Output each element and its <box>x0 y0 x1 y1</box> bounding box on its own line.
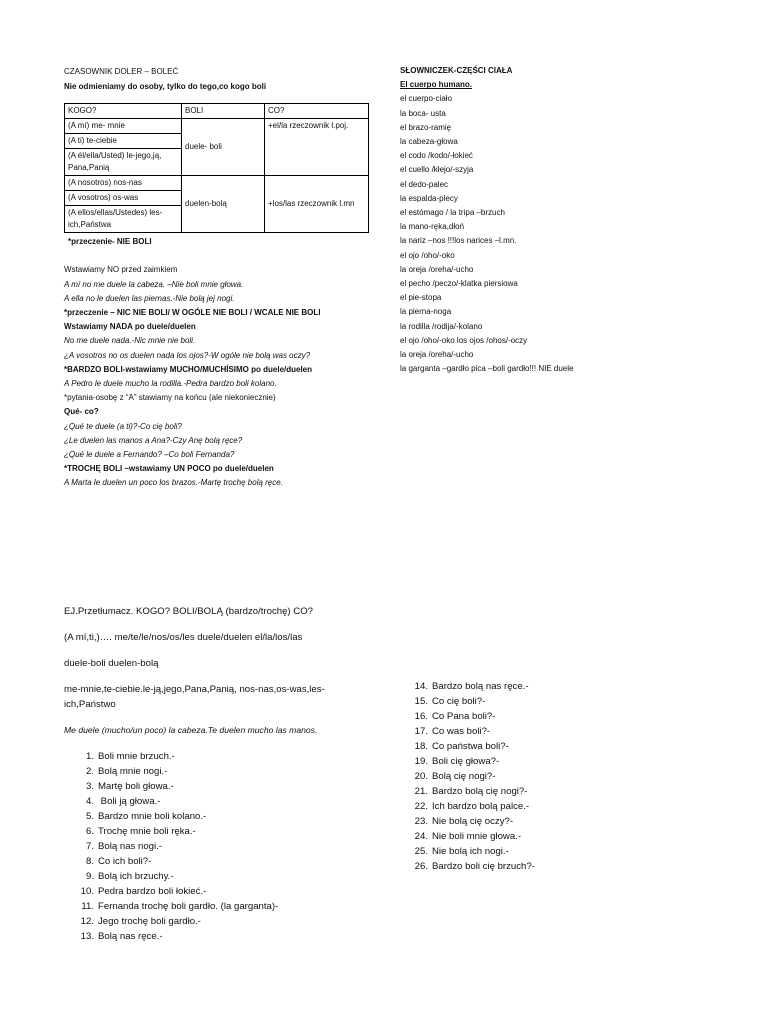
grammar-note-line: *BARDZO BOLI-wstawiamy MUCHO/MUCHÍSIMO po duele/duelen <box>64 364 313 374</box>
exercise-item <box>412 709 535 724</box>
exercise-item-number: 2. <box>85 766 94 777</box>
vocabulary-item: el cuerpo-ciało <box>400 94 453 104</box>
exercise-item-text: Nie boli mnie głowa.- <box>432 831 522 842</box>
exercise-item-text: Nie bolą ich nogi.- <box>432 846 509 857</box>
vocabulary-item: la mano-ręka,dłoń <box>400 222 465 232</box>
exercise-item <box>64 929 364 944</box>
exercise-pronouns: me-mnie,te-ciebie.le-ją,jego,Pana,Panią, nos-nas,os-was,les-ich,Państwo <box>64 684 325 710</box>
grammar-subtitle: Nie odmieniamy do osoby, tylko do tego,co kogo boli <box>64 82 267 91</box>
exercise-item-number: 17. <box>414 726 428 737</box>
vocabulary-item: la pierna-noga <box>400 307 452 317</box>
vocabulary-subtitle: El cuerpo humano. <box>400 80 473 90</box>
vocabulary-item: el dedo-palec <box>400 179 449 189</box>
exercise-item-text: Bardzo boli cię brzuch?- <box>432 861 535 872</box>
grammar-note-line: A Pedro le duele mucho la rodilla.-Pedra bardzo boli kolano. <box>64 379 277 389</box>
exercise-item-text: Ich bardzo bolą palce.- <box>432 801 530 812</box>
vocabulary-item: el pie-stopa <box>400 293 442 303</box>
exercise-item-number: 10. <box>80 886 94 897</box>
table-cell: (A nosotros) nos-nas <box>65 176 182 191</box>
table-cell-object: +el/la rzeczownik l.poj. <box>265 119 369 176</box>
exercise-item <box>64 869 364 884</box>
vocabulary-section <box>400 64 740 376</box>
table-header-cell: KOGO? <box>65 104 182 119</box>
exercise-item-number: 19. <box>414 756 428 767</box>
exercise-item-number: 8. <box>85 856 94 867</box>
exercise-item-text: Bolą nas ręce.- <box>98 931 163 942</box>
exercise-pattern: (A mí,ti,)…. me/te/le/nos/os/les duele/duelen el/la/los/las <box>64 632 303 643</box>
exercise-item-text: Co Pana boli?- <box>432 711 496 722</box>
exercise-item-text: Boli cię głowa?- <box>432 756 500 767</box>
grammar-note-line: A mí no me duele la cabeza. –Nie boli mnie głowa. <box>64 279 244 289</box>
vocabulary-item: la espalda-plecy <box>400 193 458 203</box>
table-cell: (A vosotros) os-was <box>65 191 182 206</box>
exercise-item <box>64 794 364 809</box>
vocabulary-item: la cabeza-głowa <box>400 137 458 147</box>
exercise-item <box>64 899 364 914</box>
exercise-item-text: Jego trochę boli gardło.- <box>98 916 201 927</box>
vocabulary-title: SŁOWNICZEK-CZĘŚCI CIAŁA <box>400 66 513 75</box>
vocabulary-item: la garganta –gardło pica –boli gardło!!! NIE duele <box>400 364 574 374</box>
exercise-item <box>64 839 364 854</box>
vocabulary-item: la nariz –nos !!!los narices –l.mn. <box>400 236 517 246</box>
grammar-note-line: No me duele nada.-Nic mnie nie boli. <box>64 336 196 346</box>
exercise-item <box>64 809 364 824</box>
exercise-column-right <box>412 679 535 874</box>
exercise-item-text: Co cię boli?- <box>432 696 486 707</box>
exercise-item <box>64 914 364 929</box>
exercise-item-number: 16. <box>414 711 428 722</box>
vocabulary-item: el ojo /oho/-oko <box>400 250 455 260</box>
grammar-note-line: *przeczenie – NIC NIE BOLI/ W OGÓLE NIE BOLI / WCALE NIE BOLI <box>64 308 321 317</box>
table-cell-verb: duelen-bolą <box>182 176 265 233</box>
vocabulary-item: el codo /kodo/-łokieć <box>400 151 473 161</box>
grammar-note-line: *przeczenie- NIE BOLI <box>68 237 152 246</box>
vocabulary-item: el estómago / la tripa –brzuch <box>400 208 505 218</box>
exercise-item-number: 24. <box>414 831 428 842</box>
grammar-note-line: *pytania-osobę z “A” stawiamy na końcu (ale niekoniecznie) <box>64 393 276 403</box>
table-cell: (A él/ella/Usted) le-jego,ją, Pana,Panią <box>65 149 182 176</box>
exercise-item-text: Co was boli?- <box>432 726 491 737</box>
exercise-item-number: 21. <box>414 786 428 797</box>
exercise-item <box>412 754 535 769</box>
exercise-item <box>412 784 535 799</box>
exercise-item-number: 26. <box>414 861 428 872</box>
grammar-note-line: Wstawiamy NO przed zaimkiem <box>64 265 178 275</box>
exercise-item-number: 7. <box>85 841 94 852</box>
exercise-item <box>64 884 364 899</box>
exercise-item <box>412 694 535 709</box>
exercise-item-number: 15. <box>414 696 428 707</box>
exercise-item-number: 23. <box>414 816 428 827</box>
grammar-section <box>64 64 384 491</box>
grammar-note-line: ¿Qué te duele (a ti)?-Co cię boli? <box>64 421 182 431</box>
exercise-title: EJ.Przetłumacz. KOGO? BOLI/BOLĄ (bardzo/trochę) CO? <box>64 606 313 617</box>
exercise-item <box>412 859 535 874</box>
exercise-item-number: 14. <box>414 681 428 692</box>
exercise-item-number: 18. <box>414 741 428 752</box>
exercise-verb-forms: duele-boli duelen-bolą <box>64 658 159 669</box>
exercise-item-number: 12. <box>80 916 94 927</box>
exercise-item-text: Bolą nas nogi.- <box>98 841 162 852</box>
exercise-item-text: Martę boli głowa.- <box>98 781 174 792</box>
table-header-cell: BOLI <box>182 104 265 119</box>
exercise-item <box>412 799 535 814</box>
exercise-item-text: Bardzo bolą cię nogi?- <box>432 786 528 797</box>
exercise-item-number: 9. <box>85 871 94 882</box>
exercise-item-text: Bardzo bolą nas ręce.- <box>432 681 529 692</box>
exercise-item <box>412 679 535 694</box>
exercise-list-left <box>64 749 364 944</box>
exercise-item <box>64 824 364 839</box>
vocabulary-item: la oreja /oreha/-ucho <box>400 350 474 360</box>
exercise-item-text: Bolą ich brzuchy.- <box>98 871 174 882</box>
vocabulary-item: la oreja /oreha/-ucho <box>400 264 474 274</box>
exercise-item <box>412 829 535 844</box>
exercise-item-text: Fernanda trochę boli gardło. (la garganta)- <box>98 901 279 912</box>
exercise-item-text: Trochę mnie boli ręka.- <box>98 826 196 837</box>
exercise-item-text: Co ich boli?- <box>98 856 152 867</box>
vocabulary-item: el cuello /kłejo/-szyja <box>400 165 474 175</box>
vocabulary-list <box>400 92 740 376</box>
table-cell-verb: duele- boli <box>182 119 265 176</box>
exercise-item-number: 11. <box>81 901 94 912</box>
exercise-item-number: 3. <box>85 781 94 792</box>
exercise-item <box>64 764 364 779</box>
vocabulary-item: el brazo-ramię <box>400 122 452 132</box>
grammar-note-line: Wstawiamy NADA po duele/duelen <box>64 322 196 332</box>
exercise-item-text: Pedra bardzo boli łokieć.- <box>98 886 207 897</box>
grammar-note-line: ¿Qué le duele a Fernando? –Co boli Fernanda? <box>64 450 235 460</box>
exercise-item-text: Bolą cię nogi?- <box>432 771 496 782</box>
table-cell: (A ti) te-ciebie <box>65 134 182 149</box>
grammar-note-line: *TROCHĘ BOLI –wstawiamy UN POCO po duele/duelen <box>64 464 274 474</box>
exercise-item-number: 13. <box>80 931 94 942</box>
exercise-item-text: Co państwa boli?- <box>432 741 509 752</box>
vocabulary-item: la boca- usta <box>400 108 446 118</box>
grammar-note-line: ¿Le duelen las manos a Ana?-Czy Anę bolą ręce? <box>64 435 243 445</box>
table-header-row <box>65 104 369 119</box>
declension-table <box>64 103 369 233</box>
exercise-item <box>412 769 535 784</box>
exercise-item-text: Bardzo mnie boli kolano.- <box>98 811 207 822</box>
exercise-item <box>64 779 364 794</box>
exercise-section <box>64 604 364 944</box>
table-cell: (A mí) me- mnie <box>65 119 182 134</box>
vocabulary-item: la rodilla /rodija/-kolano <box>400 321 483 331</box>
exercise-item-number: 20. <box>414 771 428 782</box>
exercise-item-number: 22. <box>414 801 428 812</box>
grammar-note-line: Qué- co? <box>64 407 99 417</box>
exercise-list-right <box>412 679 535 874</box>
exercise-item <box>412 814 535 829</box>
grammar-note-line: A Marta le duelen un poco los brazos.-Martę trochę bolą ręce. <box>64 478 283 488</box>
grammar-notes <box>64 235 384 491</box>
exercise-example: Me duele (mucho/un poco) la cabeza.Te duelen mucho las manos. <box>64 725 318 735</box>
vocabulary-item: el ojo /oho/-oko los ojos /ohos/-oczy <box>400 335 528 345</box>
exercise-item-number: 1. <box>85 751 94 762</box>
table-cell-object: +los/las rzeczownik l.mn <box>265 176 369 233</box>
table-cell: (A ellos/ellas/Ustedes) les-ich,Państwa <box>65 206 182 233</box>
exercise-item-number: 25. <box>414 846 428 857</box>
exercise-item-number: 4. <box>85 796 94 807</box>
exercise-item-number: 5. <box>85 811 94 822</box>
grammar-title: CZASOWNIK DOLER – BOLEĆ <box>64 67 179 76</box>
grammar-note-line: ¿A vosotros no os duelen nada los ojos?-W ogóle nie bolą was oczy? <box>64 350 311 360</box>
exercise-item-text: Boli ją głowa.- <box>98 796 161 807</box>
exercise-item-text: Nie bolą cię oczy?- <box>432 816 514 827</box>
exercise-item <box>412 739 535 754</box>
exercise-item <box>412 724 535 739</box>
exercise-item-text: Boli mnie brzuch.- <box>98 751 175 762</box>
grammar-note-line: A ella no le duelen las piernas.-Nie bolą jej nogi. <box>64 293 235 303</box>
exercise-item <box>64 854 364 869</box>
exercise-item-text: Bolą mnie nogi.- <box>98 766 168 777</box>
exercise-item <box>412 844 535 859</box>
exercise-item-number: 6. <box>85 826 94 837</box>
table-header-cell: CO? <box>265 104 369 119</box>
table-row <box>65 176 369 191</box>
exercise-item <box>64 749 364 764</box>
vocabulary-item: el pecho /peczo/-klatka piersiowa <box>400 279 518 289</box>
table-row <box>65 119 369 134</box>
grammar-note-line <box>64 249 384 263</box>
